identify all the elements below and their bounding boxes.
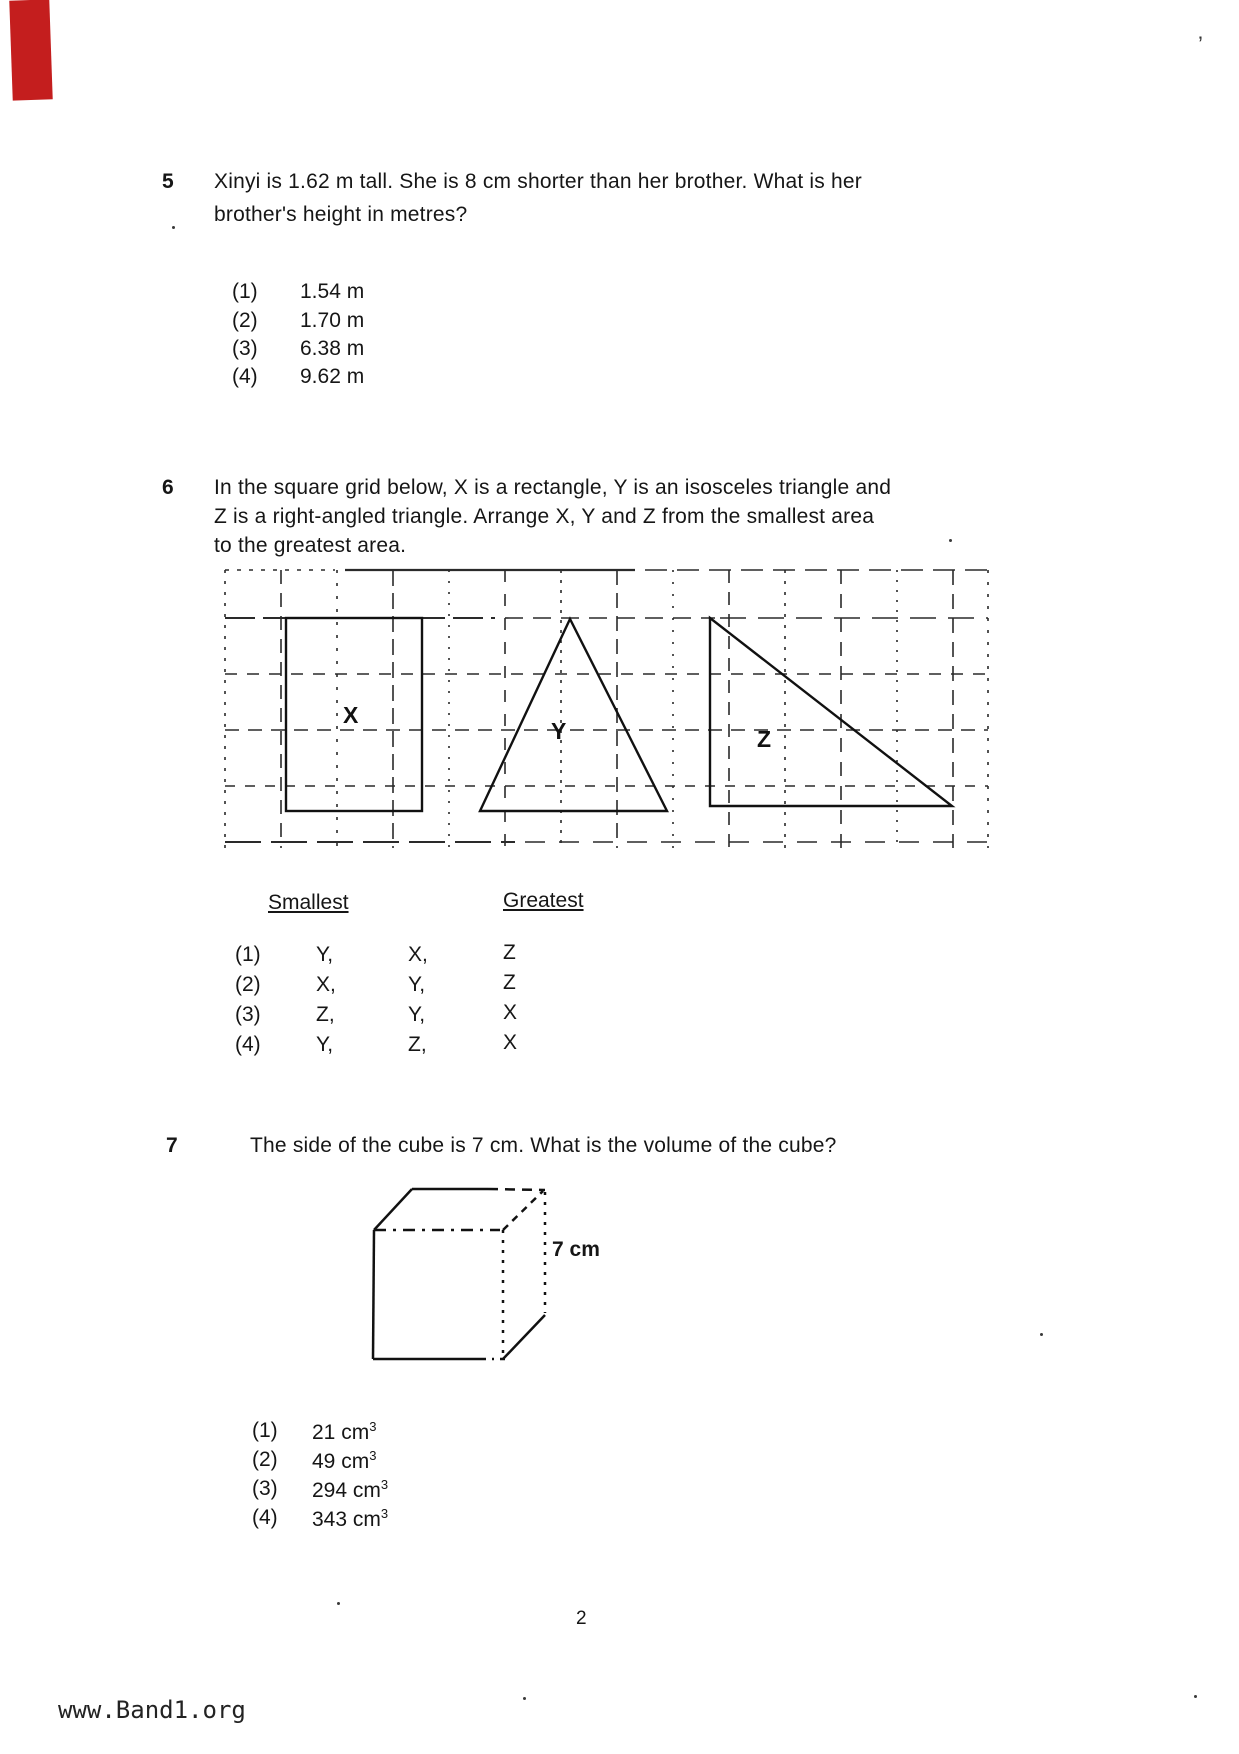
q7-option-4-text: 343 cm [312, 1508, 381, 1531]
question-6-text-line3: to the greatest area. [214, 534, 407, 557]
q6-row-1-greatest: Z [503, 941, 516, 964]
red-corner-scan-mark [9, 0, 52, 101]
column-header-smallest: Smallest [268, 891, 349, 914]
question-6-text-line1: In the square grid below, X is a rectangle, Y is an isosceles triangle and [214, 476, 892, 499]
q7-option-4-exponent: 3 [380, 1506, 389, 1521]
scan-speck [1040, 1333, 1043, 1336]
q5-option-3-label: (3) [232, 337, 258, 360]
scan-speck [337, 1602, 340, 1605]
q7-option-3-exponent: 3 [380, 1477, 389, 1492]
q7-option-2-exponent: 3 [369, 1448, 377, 1463]
right-triangle-z-shape [710, 618, 952, 806]
q7-option-3-value [312, 1477, 388, 1503]
q7-option-1-value [312, 1419, 376, 1445]
q6-row-1-smallest: Y, [316, 943, 334, 966]
q6-row-4-middle: Z, [408, 1033, 427, 1056]
q6-row-2-greatest: Z [503, 971, 516, 994]
q6-row-2-smallest: X, [316, 973, 336, 996]
q7-option-4-label: (4) [252, 1506, 278, 1529]
q6-row-1-label: (1) [235, 943, 261, 966]
question-5-text-line2: brother's height in metres? [214, 203, 468, 226]
q5-option-1-label: (1) [232, 280, 258, 303]
question-7-number: 7 [166, 1134, 178, 1157]
question-5-text-line1: Xinyi is 1.62 m tall. She is 8 cm shorter than her brother. What is her [214, 170, 862, 193]
question-5-number: 5 [162, 170, 174, 193]
q5-option-4-value: 9.62 m [300, 365, 365, 388]
q7-option-2-text: 49 cm [312, 1450, 370, 1473]
q6-row-4-smallest: Y, [316, 1033, 334, 1056]
q6-row-3-greatest: X [503, 1001, 518, 1024]
shape-label-x: X [343, 702, 359, 728]
scan-speck [523, 1697, 526, 1700]
cube-dimension-label: 7 cm [552, 1238, 600, 1261]
square-grid-figure [215, 555, 1005, 855]
q6-row-2-label: (2) [235, 973, 261, 996]
q7-option-3-text: 294 cm [312, 1479, 381, 1502]
q6-row-4-greatest: X [503, 1031, 518, 1054]
q6-row-3-label: (3) [235, 1003, 261, 1026]
page-number: 2 [576, 1608, 587, 1629]
scan-speck [172, 226, 175, 229]
q6-row-3-smallest: Z, [316, 1003, 335, 1026]
watermark-url: www.Band1.org [58, 1696, 246, 1724]
q7-option-1-label: (1) [252, 1419, 278, 1442]
isosceles-triangle-y-shape [480, 619, 667, 811]
q7-option-1-text: 21 cm [312, 1421, 370, 1444]
scan-speck [949, 539, 952, 542]
question-6-number: 6 [162, 476, 174, 499]
q6-row-3-middle: Y, [408, 1003, 426, 1026]
shape-label-z: Z [757, 726, 772, 752]
q7-option-2-value [312, 1448, 376, 1474]
q6-row-4-label: (4) [235, 1033, 261, 1056]
q7-option-3-label: (3) [252, 1477, 278, 1500]
q5-option-2-label: (2) [232, 309, 258, 332]
q5-option-2-value: 1.70 m [300, 309, 365, 332]
q7-option-4-value [312, 1506, 388, 1532]
q5-option-3-value: 6.38 m [300, 337, 365, 360]
scan-speck [1194, 1695, 1197, 1698]
q7-option-1-exponent: 3 [369, 1419, 377, 1434]
shape-label-y: Y [551, 718, 567, 744]
q5-option-1-value: 1.54 m [300, 280, 365, 303]
cube-figure [330, 1168, 590, 1388]
q6-row-1-middle: X, [408, 943, 428, 966]
question-6-text-line2: Z is a right-angled triangle. Arrange X, Y and Z from the smallest area [214, 505, 875, 528]
stray-apostrophe-mark: ’ [1198, 32, 1203, 57]
q6-row-2-middle: Y, [408, 973, 426, 996]
question-7-text: The side of the cube is 7 cm. What is the volume of the cube? [250, 1134, 837, 1157]
q7-option-2-label: (2) [252, 1448, 278, 1471]
column-header-greatest: Greatest [503, 889, 584, 912]
q5-option-4-label: (4) [232, 365, 258, 388]
